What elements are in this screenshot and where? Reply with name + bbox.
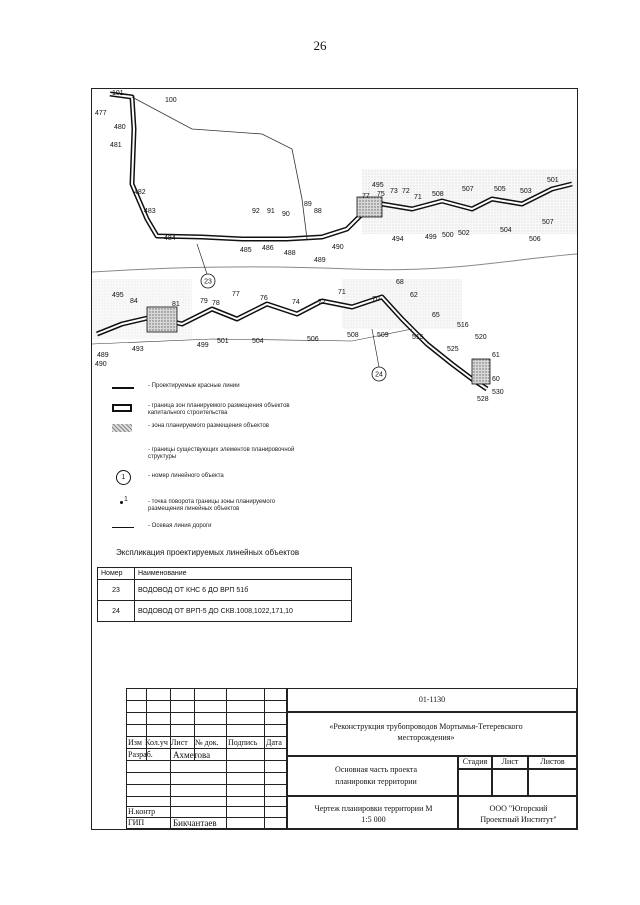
map-point-label: 525: [447, 346, 459, 353]
map-point-label: 88: [314, 208, 322, 215]
table-row: [98, 601, 352, 622]
map-point-label: 89: [304, 201, 312, 208]
map-point-label: 76: [260, 295, 268, 302]
map-point-label: 73: [390, 188, 398, 195]
map-point-label: 501: [547, 177, 559, 184]
map-point-label: 490: [332, 244, 344, 251]
circle-marker-icon: 1: [116, 470, 131, 485]
col-izm: Изм: [128, 738, 142, 747]
route-marker-23: [197, 244, 215, 288]
map-point-label: 72: [402, 188, 410, 195]
stage-label: Стадия: [462, 757, 488, 766]
map-point-label: 62: [410, 292, 418, 299]
map-point-label: 504: [500, 227, 512, 234]
map-point-label: 91: [267, 208, 275, 215]
map-point-label: 100: [165, 97, 177, 104]
route-marker-23-label: 23: [204, 278, 212, 286]
map-point-label: 504: [252, 338, 264, 345]
map-point-label: 508: [347, 332, 359, 339]
map-point-label: 92: [252, 208, 260, 215]
project-title: «Реконструкция трубопроводов Мортымья-Тетеревского месторождения»: [329, 722, 523, 742]
map-point-label: 484: [164, 235, 176, 242]
sheet-label: Лист: [501, 757, 519, 766]
map-point-label: 71: [414, 194, 422, 201]
map-point-label: 481: [110, 142, 122, 149]
map-point-label: 493: [132, 346, 144, 353]
explication-table: [97, 567, 352, 622]
company-name: ООО "Югорский Проектный Институт": [480, 804, 557, 824]
row-number: 23: [98, 580, 135, 601]
map-point-label: 506: [307, 336, 319, 343]
map-point-label: 77: [232, 291, 240, 298]
map-point-label: 499: [425, 234, 437, 241]
row-name: ВОДОВОД ОТ ВРП-5 ДО СКВ.1008,1022,171,10: [135, 601, 352, 622]
map-point-label: 509: [377, 332, 389, 339]
map-point-label: 483: [144, 208, 156, 215]
header-number: Номер: [98, 568, 135, 580]
route-map: [92, 89, 577, 409]
map-point-label: 79: [200, 298, 208, 305]
map-point-label: 81: [172, 301, 180, 308]
row-number: 24: [98, 601, 135, 622]
map-point-label: 90: [282, 211, 290, 218]
map-point-label: 507: [462, 186, 474, 193]
map-point-label: 503: [520, 188, 532, 195]
map-point-label: 500: [442, 232, 454, 239]
map-point-label: 61: [492, 352, 500, 359]
map-point-label: 499: [197, 342, 209, 349]
col-doc: № док.: [195, 738, 219, 747]
river-band: [92, 254, 577, 272]
route-marker-24-label: 24: [375, 371, 383, 379]
map-point-label: 480: [114, 124, 126, 131]
map-point-label: 489: [314, 257, 326, 264]
map-point-label: 71: [338, 289, 346, 296]
map-point-label: 520: [475, 334, 487, 341]
map-point-label: 486: [262, 245, 274, 252]
map-point-label: 75: [377, 191, 385, 198]
map-point-label: 490: [95, 361, 107, 368]
map-point-label: 495: [112, 292, 124, 299]
map-point-label: 101: [112, 90, 124, 97]
nkontr-label: Н.контр: [128, 807, 156, 816]
map-point-label: 515: [412, 334, 424, 341]
table-header-row: [98, 568, 352, 580]
map-point-label: 501: [217, 338, 229, 345]
map-point-label: 84: [130, 298, 138, 305]
map-point-label: 508: [432, 191, 444, 198]
section-title: Основная часть проекта планировки территории: [334, 765, 418, 786]
map-point-label: 505: [494, 186, 506, 193]
map-point-label: 60: [492, 376, 500, 383]
razrab-name: Ахметова: [173, 750, 211, 760]
map-point-label: 74: [292, 299, 300, 306]
map-point-label: 477: [95, 110, 107, 117]
map-point-label: 489: [97, 352, 109, 359]
header-name: Наименование: [135, 568, 352, 580]
map-point-label: 68: [396, 279, 404, 286]
gip-name: Бикчантаев: [173, 818, 217, 828]
sheets-label: Листов: [540, 757, 565, 766]
page-number: 26: [313, 38, 327, 53]
row-name: ВОДОВОД ОТ КНС 6 ДО ВРП 51б: [135, 580, 352, 601]
col-date: Дата: [266, 738, 282, 747]
map-point-label: 77: [362, 193, 370, 200]
map-point-label: 528: [477, 396, 489, 403]
drawing-title: Чертеж планировки территории М 1:5 000: [314, 804, 433, 824]
map-point-label: 488: [284, 250, 296, 257]
col-list: Лист: [171, 738, 188, 747]
map-point-label: 72: [318, 299, 326, 306]
title-block: [126, 688, 577, 829]
razrab-label: Разраб.: [128, 750, 153, 759]
col-signature: Подпись: [228, 738, 258, 747]
map-point-label: 530: [492, 389, 504, 396]
map-point-label: 485: [240, 247, 252, 254]
col-koluch: Кол.уч: [145, 738, 168, 747]
map-point-label: 507: [542, 219, 554, 226]
map-point-label: 502: [458, 230, 470, 237]
map-point-label: 494: [392, 236, 404, 243]
map-point-label: 65: [432, 312, 440, 319]
map-point-label: 495: [372, 182, 384, 189]
map-point-labels: [95, 90, 559, 403]
gip-label: ГИП: [128, 818, 145, 827]
explication-title: Экспликация проектируемых линейных объектов: [116, 548, 300, 557]
map-point-label: 78: [212, 300, 220, 307]
table-row: [98, 580, 352, 601]
map-point-label: 70: [372, 296, 380, 303]
map-point-label: 516: [457, 322, 469, 329]
map-point-label: 482: [134, 189, 146, 196]
map-point-label: 506: [529, 236, 541, 243]
point-icon: [120, 501, 123, 504]
document-code: 01-1130: [418, 695, 446, 704]
